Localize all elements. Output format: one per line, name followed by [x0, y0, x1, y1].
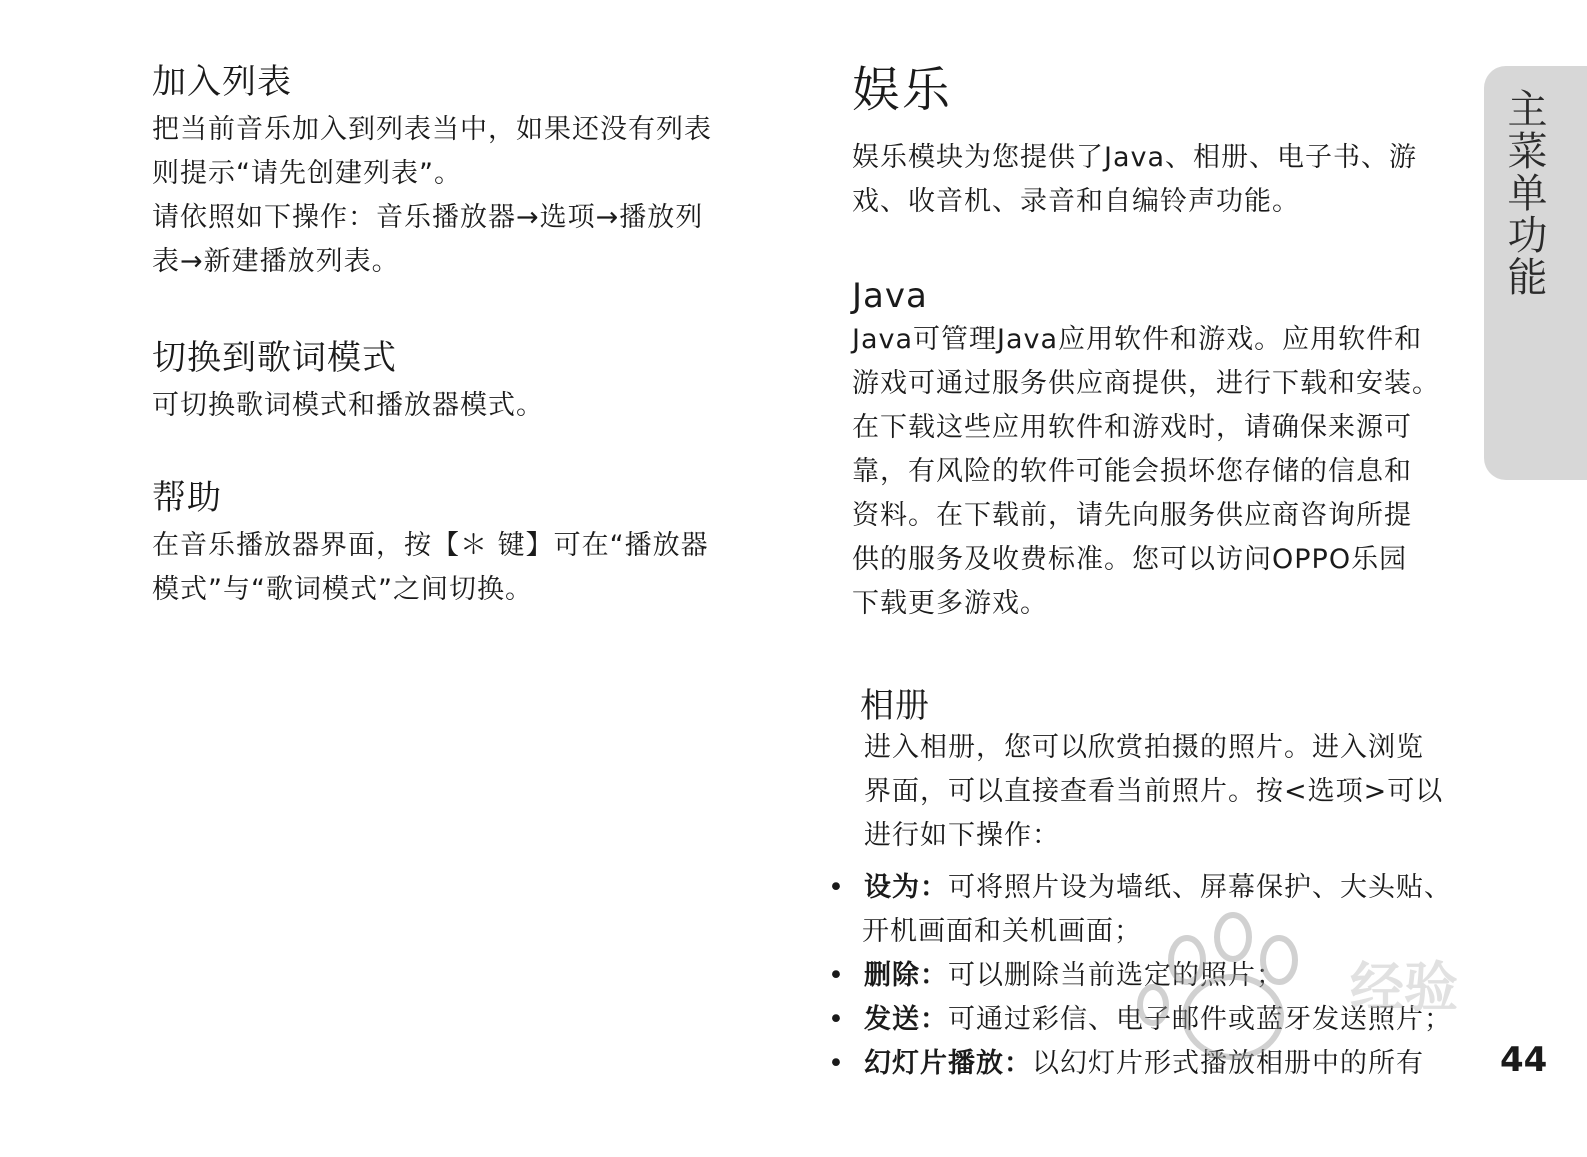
- bullet-icon: •: [828, 1004, 845, 1035]
- text-line: 资料。在下载前，请先向服务供应商咨询所提: [852, 500, 1412, 531]
- paragraph-java: [852, 318, 1472, 626]
- heading-lyrics-mode: 切换到歌词模式: [152, 338, 397, 378]
- text-line: 供的服务及收费标准。您可以访问OPPO乐园: [852, 544, 1408, 575]
- text-line: 界面，可以直接查看当前照片。按<选项>可以: [864, 776, 1444, 807]
- section-java: [852, 276, 1472, 626]
- text-line: 靠，有风险的软件可能会损坏您存储的信息和: [852, 456, 1412, 487]
- text-line: 表→新建播放列表。: [152, 246, 400, 277]
- paragraph-lyrics-mode: [152, 384, 772, 428]
- heading-help: 帮助: [152, 478, 222, 518]
- list-item-continuation: 开机画面和关机画面；: [862, 916, 1142, 947]
- text-line: 戏、收音机、录音和自编铃声功能。: [852, 186, 1300, 217]
- watermark: [1115, 905, 1485, 1080]
- text-line: 可切换歌词模式和播放器模式。: [152, 390, 544, 421]
- right-column: [852, 62, 1472, 858]
- text-line: 进入相册，您可以欣赏拍摄的照片。进入浏览: [864, 732, 1424, 763]
- paragraph-help: [152, 524, 772, 612]
- bullet-icon: •: [828, 872, 845, 903]
- text-line: 则提示“请先创建列表”。: [152, 158, 462, 189]
- list-item-line: [828, 866, 1478, 910]
- paw-logo-icon: [1115, 905, 1355, 1080]
- text-line: 在下载这些应用软件和游戏时，请确保来源可: [852, 412, 1412, 443]
- list-item-term: 发送：: [864, 1004, 948, 1035]
- text-line: 模式”与“歌词模式”之间切换。: [152, 574, 533, 605]
- text-line: 进行如下操作：: [864, 820, 1060, 851]
- page-number: 44: [1500, 1040, 1548, 1080]
- watermark-text: 经验: [1350, 956, 1458, 1019]
- bullet-icon: •: [828, 1048, 845, 1079]
- paragraph-entertainment: [852, 136, 1472, 224]
- chapter-tab-label: 主菜单功能: [1501, 88, 1547, 298]
- text-line: 在音乐播放器界面，按【＊ 键】可在“播放器: [152, 530, 709, 561]
- list-item-text: 可通过彩信、电子邮件或蓝牙发送照片；: [948, 1004, 1452, 1035]
- section-add-to-list: [152, 62, 772, 284]
- heading-java: Java: [852, 276, 928, 316]
- paragraph-album: [860, 726, 1472, 858]
- list-item-text: 以幻灯片形式播放相册中的所有: [1032, 1048, 1424, 1079]
- page-title: 娱乐: [852, 62, 953, 118]
- list-item-term: 删除：: [864, 960, 948, 991]
- list-item-text: 可以删除当前选定的照片；: [948, 960, 1284, 991]
- paragraph-add-to-list: [152, 108, 772, 284]
- text-line: 请依照如下操作：音乐播放器→选项→播放列: [152, 202, 704, 233]
- section-entertainment: [852, 62, 1472, 224]
- left-column: [152, 62, 772, 612]
- list-item-text: 可将照片设为墙纸、屏幕保护、大头贴、: [948, 872, 1452, 903]
- text-line: 把当前音乐加入到列表当中，如果还没有列表: [152, 114, 712, 145]
- section-help: [152, 478, 772, 612]
- text-line: 下载更多游戏。: [852, 588, 1048, 619]
- chapter-tab: [1484, 66, 1587, 480]
- list-item-term: 设为：: [864, 872, 948, 903]
- list-item-term: 幻灯片播放：: [864, 1048, 1032, 1079]
- section-album: [852, 686, 1472, 858]
- text-line: 娱乐模块为您提供了Java、相册、电子书、游: [852, 142, 1418, 173]
- text-line: 游戏可通过服务供应商提供，进行下载和安装。: [852, 368, 1440, 399]
- section-lyrics-mode: [152, 338, 772, 428]
- heading-add-to-list: 加入列表: [152, 62, 292, 102]
- text-line: Java可管理Java应用软件和游戏。应用软件和: [852, 324, 1423, 355]
- heading-album: 相册: [860, 686, 930, 726]
- bullet-icon: •: [828, 960, 845, 991]
